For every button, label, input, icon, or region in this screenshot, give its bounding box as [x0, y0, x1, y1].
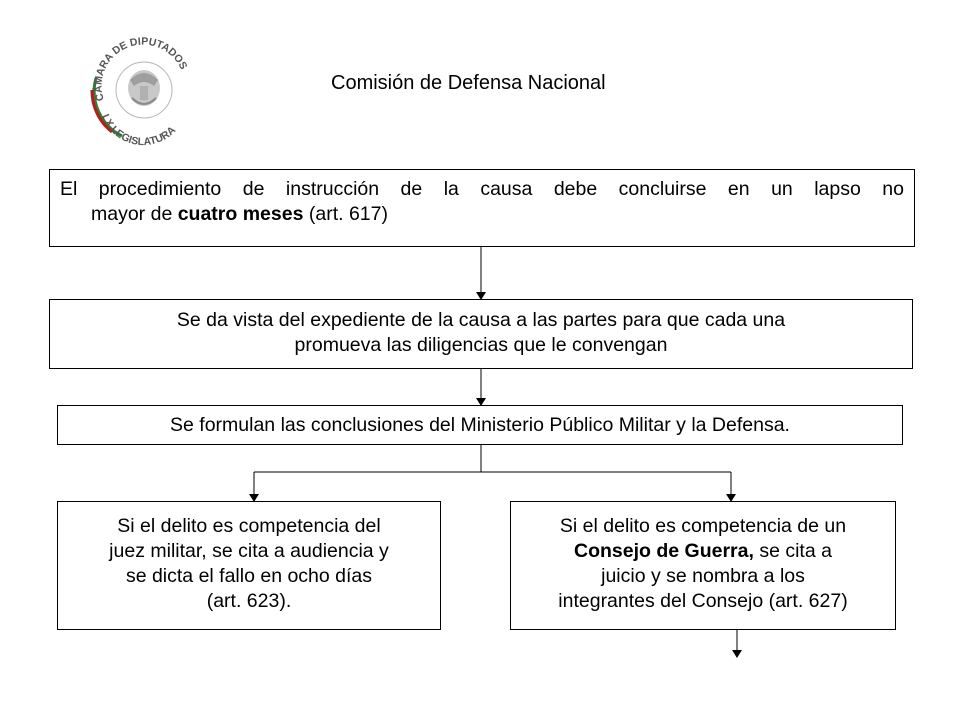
branch-juez-line-1: Si el delito es competencia del [117, 515, 381, 537]
branch-consejo-text: se cita a [753, 540, 832, 562]
step-instruccion-bold: cuatro meses [177, 203, 304, 225]
branch-juez-militar-box [57, 501, 441, 630]
branch-juez-line-3: se dicta el fallo en ocho días [125, 565, 373, 587]
logo-text-bottom: LX LEGISLATURA [99, 112, 179, 148]
step-conclusiones-box [57, 405, 903, 445]
arrowhead-icon [732, 650, 742, 658]
branch-consejo-guerra-box [510, 501, 896, 630]
step-instruccion-line-1: El procedimiento de instrucción de la causa debe concluirse en un lapso no [60, 178, 904, 200]
branch-consejo-line-3: juicio y se nombra a los [601, 565, 805, 587]
branch-juez-line-2: juez militar, se cita a audiencia y [109, 540, 389, 562]
step-instruccion-art: (art. 617) [303, 203, 388, 225]
step-instruccion-text: mayor de [91, 203, 178, 225]
branch-consejo-line-1: Si el delito es competencia de un [559, 515, 847, 537]
step-instruccion-line-2 [60, 202, 904, 227]
branch-consejo-bold: Consejo de Guerra, [574, 540, 754, 562]
step-vista-line-2: promueva las diligencias que le convengan [294, 334, 668, 356]
step-vista-expediente-box [49, 299, 913, 369]
step-conclusiones-text: Se formulan las conclusiones del Ministerio Público Militar y la Defensa. [170, 414, 790, 436]
logo-text-top: CÁMARA DE DIPUTADOS [92, 35, 190, 103]
branch-consejo-line-4: integrantes del Consejo (art. 627) [558, 590, 848, 612]
branch-juez-line-4: (art. 623). [206, 590, 292, 612]
branch-consejo-line-2 [511, 539, 895, 564]
step-vista-line-1: Se da vista del expediente de la causa a las partes para que cada una [176, 309, 786, 331]
page-title: Comisión de Defensa Nacional [331, 72, 606, 94]
step-instruccion-box [49, 169, 915, 247]
